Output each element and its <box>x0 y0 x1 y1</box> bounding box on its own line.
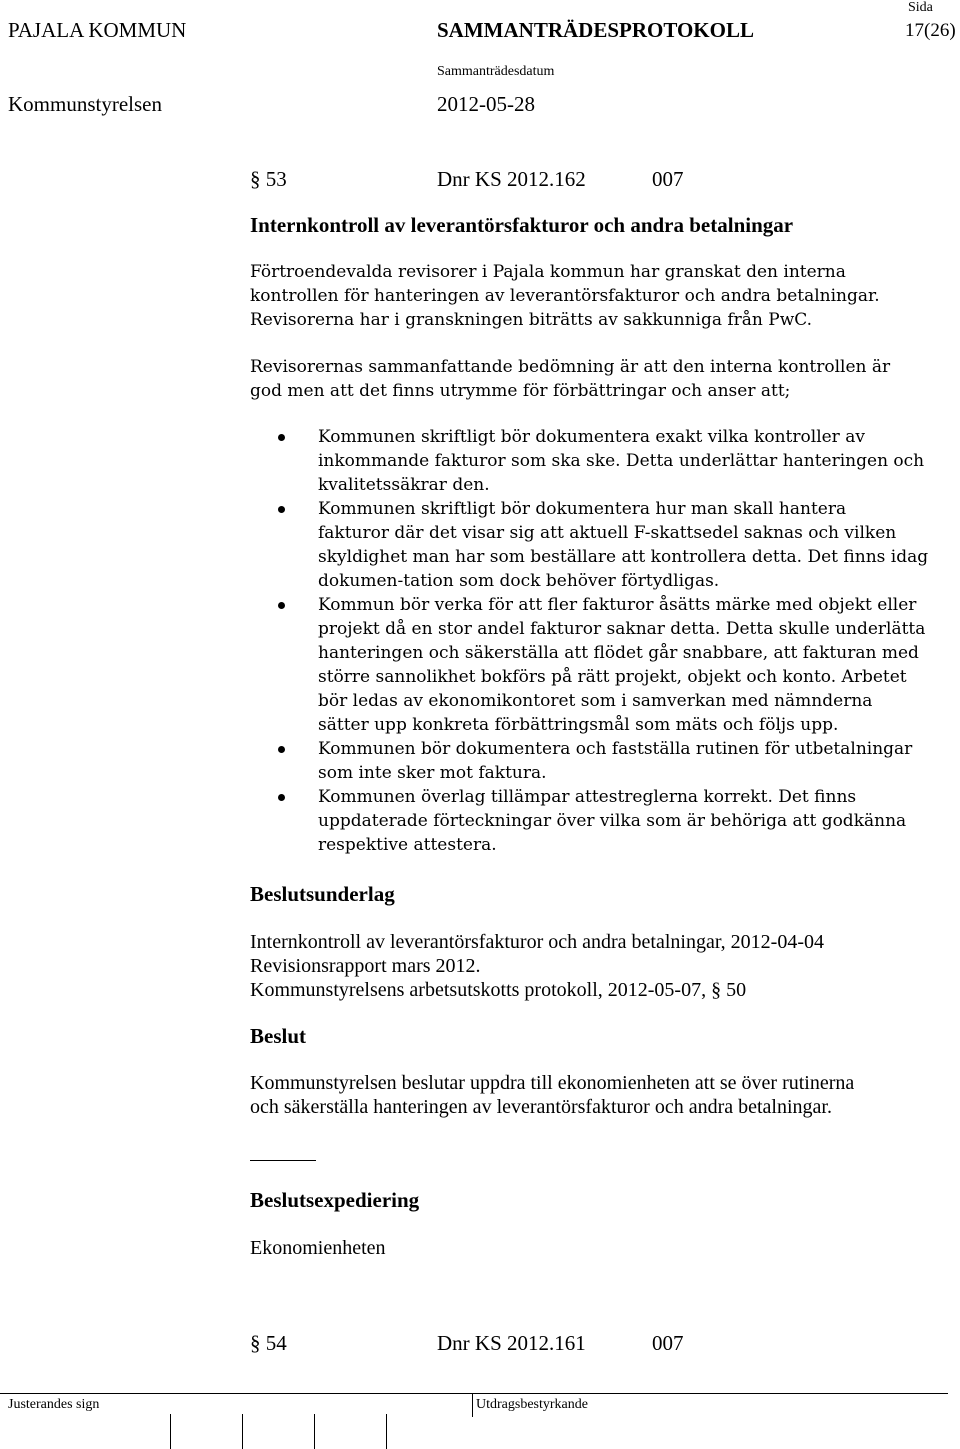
footer-divider <box>472 1393 473 1417</box>
text-line: dokumen-tation som dock behöver förtydligas. <box>318 571 720 591</box>
text-line: fakturor där det visar sig att aktuell F-skattsedel saknas och vilken <box>318 523 897 543</box>
bullet-icon <box>278 602 285 609</box>
separator-line <box>250 1160 316 1161</box>
paragraph-number: § 53 <box>250 167 287 191</box>
footer-rule <box>0 1393 948 1394</box>
text-line: Kommunen skriftligt bör dokumentera hur man skall hantera <box>318 499 847 519</box>
text-line: god men att det finns utrymme för förbättringar och anser att; <box>250 381 791 401</box>
signature-box-divider <box>242 1414 243 1449</box>
text-line: och säkerställa hanteringen av leverantörsfakturor och andra betalningar. <box>250 1096 832 1118</box>
text-line: Kommunstyrelsens arbetsutskotts protokoll, 2012-05-07, § 50 <box>250 979 747 1001</box>
basis-list <box>250 930 950 1002</box>
text-line: projekt då en stor andel fakturor saknar detta. Detta skulle underlätta <box>318 619 926 639</box>
meeting-date-label: Sammanträdesdatum <box>437 64 555 79</box>
bullet-icon <box>278 434 285 441</box>
signature-box-divider <box>386 1414 387 1449</box>
bullet-icon <box>278 506 285 513</box>
text-line: Kommun bör verka för att fler fakturor åsätts märke med objekt eller <box>318 595 917 615</box>
text-line: som inte sker mot faktura. <box>318 763 547 783</box>
page-label: Sida <box>908 0 933 15</box>
text-line: uppdaterade förteckningar över vilka som är behöriga att godkänna <box>318 811 907 831</box>
basis-heading: Beslutsunderlag <box>250 882 395 906</box>
text-line: respektive attestera. <box>318 835 497 855</box>
text-line: Kommunstyrelsen beslutar uppdra till ekonomienheten att se över rutinerna <box>250 1072 855 1094</box>
text-line: kvalitetssäkrar den. <box>318 475 490 495</box>
municipality-name: PAJALA KOMMUN <box>8 18 187 42</box>
text-line: inkommande fakturor som ska ske. Detta underlättar hanteringen och <box>318 451 925 471</box>
text-line: Internkontroll av leverantörsfakturor och andra betalningar, 2012-04-04 <box>250 931 824 953</box>
text-line: Kommunen överlag tillämpar attestreglerna korrekt. Det finns <box>318 787 857 807</box>
distribution-recipient: Ekonomienheten <box>250 1237 386 1259</box>
text-line: Kommunen skriftligt bör dokumentera exakt vilka kontroller av <box>318 427 865 447</box>
diary-number: Dnr KS 2012.162 <box>437 167 586 191</box>
signature-box-divider <box>314 1414 315 1449</box>
text-line: Kommunen bör dokumentera och fastställa rutinen för utbetalningar <box>318 739 913 759</box>
signature-box-divider <box>170 1414 171 1449</box>
intro-paragraph <box>250 260 950 332</box>
assessment-paragraph <box>250 355 950 403</box>
list-item <box>250 425 960 497</box>
archive-code: 007 <box>652 1331 684 1355</box>
list-item <box>250 497 960 593</box>
committee-name: Kommunstyrelsen <box>8 92 162 116</box>
text-line: kontrollen för hanteringen av leverantörsfakturor och andra betalningar. <box>250 286 880 306</box>
page-number: 17(26) <box>905 20 956 41</box>
decision-text <box>250 1071 950 1119</box>
list-item <box>250 737 960 785</box>
extract-label: Utdragsbestyrkande <box>476 1397 588 1412</box>
section-title: Internkontroll av leverantörsfakturor och andra betalningar <box>250 213 794 237</box>
bullet-icon <box>278 746 285 753</box>
recommendation-list <box>250 425 960 857</box>
text-line: sätter upp konkreta förbättringsmål som mäts och följs upp. <box>318 715 839 735</box>
text-line: större sannolikhet bokförs på rätt projekt, objekt och konto. Arbetet <box>318 667 907 687</box>
text-line: Revisorerna har i granskningen biträtts av sakkunniga från PwC. <box>250 310 813 330</box>
document-type: SAMMANTRÄDESPROTOKOLL <box>437 18 754 42</box>
diary-number: Dnr KS 2012.161 <box>437 1331 586 1355</box>
text-line: hanteringen och säkerställa att flödet går snabbare, att fakturan med <box>318 643 919 663</box>
text-line: Revisorernas sammanfattande bedömning är att den interna kontrollen är <box>250 357 891 377</box>
list-item <box>250 785 960 857</box>
text-line: skyldighet man har som beställare att kontrollera detta. Det finns idag <box>318 547 929 567</box>
list-item <box>250 593 960 737</box>
text-line: Förtroendevalda revisorer i Pajala kommun har granskat den interna <box>250 262 846 282</box>
paragraph-number: § 54 <box>250 1331 287 1355</box>
text-line: bör ledas av ekonomikontoret som i samverkan med nämnderna <box>318 691 873 711</box>
distribution-heading: Beslutsexpediering <box>250 1188 420 1212</box>
signature-label: Justerandes sign <box>8 1397 100 1412</box>
decision-heading: Beslut <box>250 1024 307 1048</box>
meeting-date: 2012-05-28 <box>437 92 535 116</box>
text-line: Revisionsrapport mars 2012. <box>250 955 481 977</box>
bullet-icon <box>278 794 285 801</box>
archive-code: 007 <box>652 167 684 191</box>
